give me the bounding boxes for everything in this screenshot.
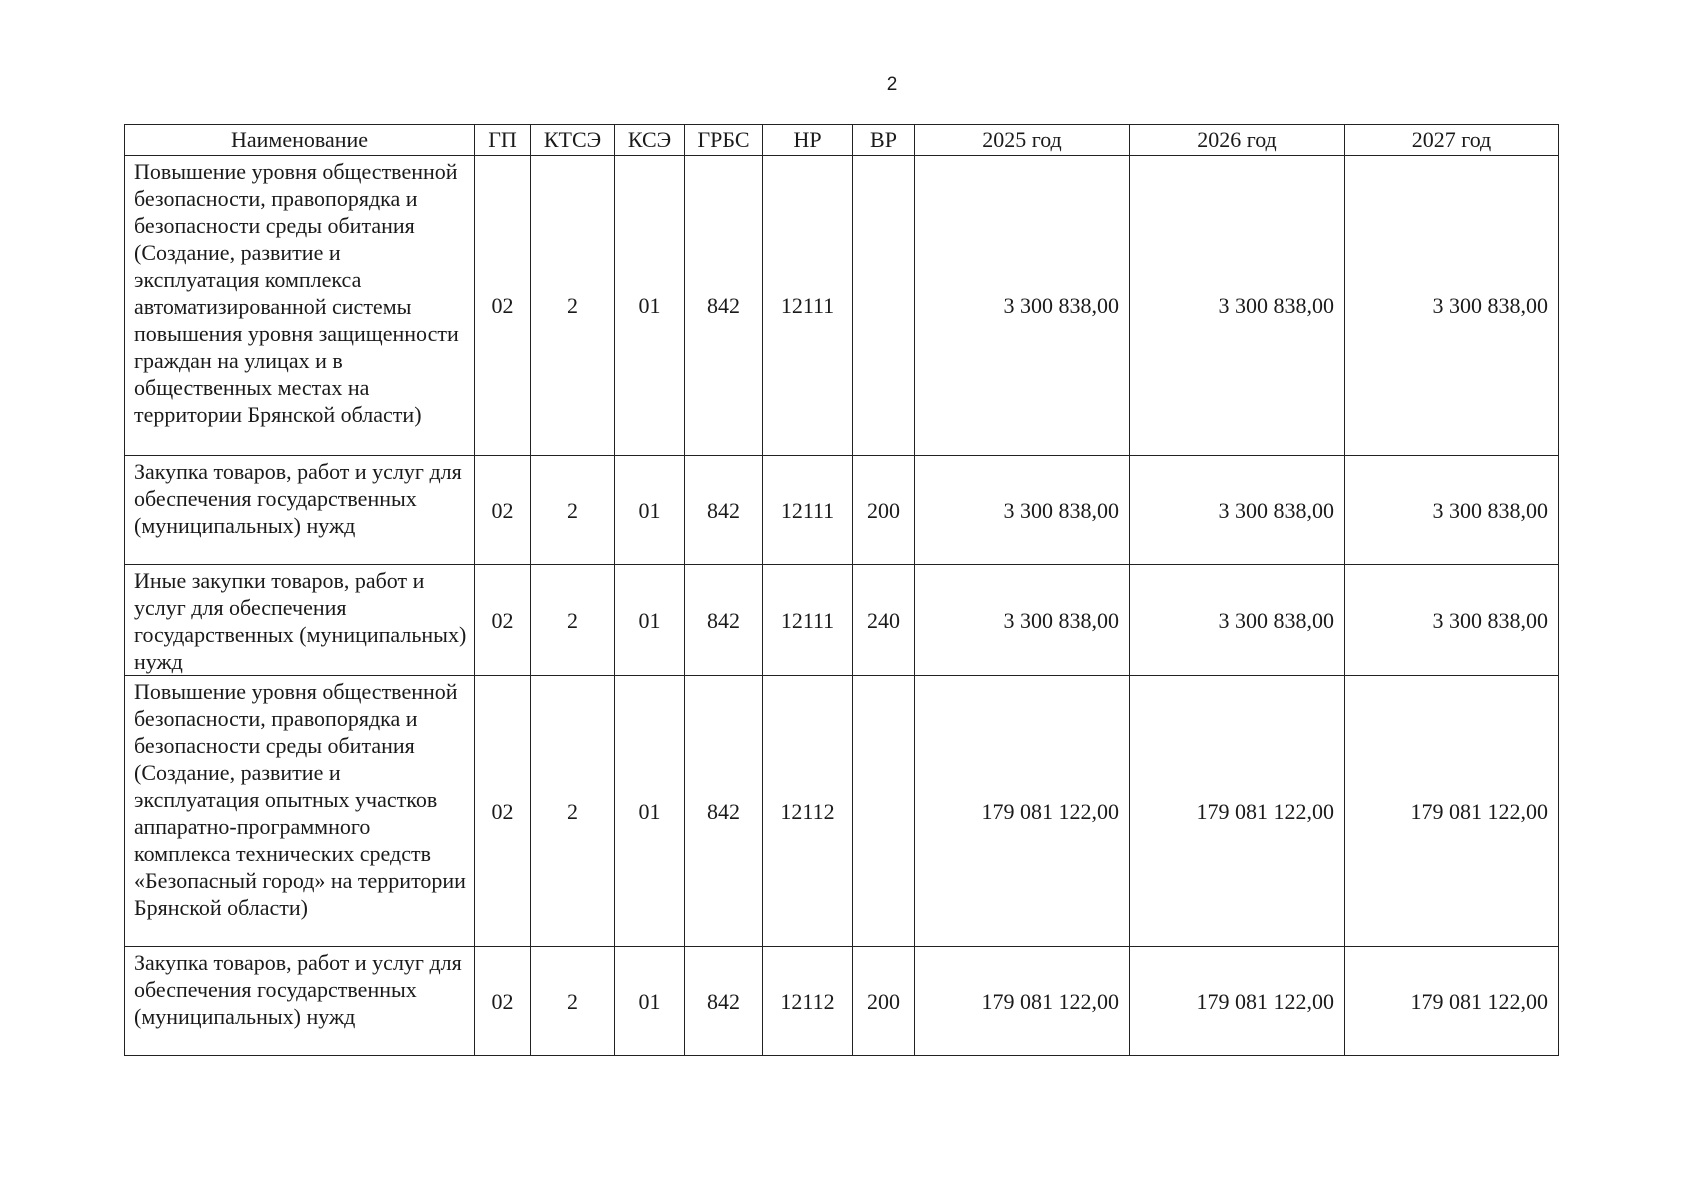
cell-2026: 3 300 838,00 xyxy=(1130,565,1345,676)
cell-grbs: 842 xyxy=(685,156,763,456)
cell-gp: 02 xyxy=(475,565,531,676)
table-row xyxy=(125,565,1559,676)
cell-name: Закупка товаров, работ и услуг для обеспечения государственных (муниципальных) нужд xyxy=(125,947,475,1056)
cell-2025: 179 081 122,00 xyxy=(915,947,1130,1056)
cell-kse: 01 xyxy=(615,156,685,456)
cell-vr: 240 xyxy=(853,565,915,676)
cell-vr xyxy=(853,156,915,456)
cell-vr xyxy=(853,676,915,947)
cell-kse: 01 xyxy=(615,565,685,676)
header-grbs: ГРБС xyxy=(685,125,763,156)
header-vr: ВР xyxy=(853,125,915,156)
cell-grbs: 842 xyxy=(685,565,763,676)
cell-nr: 12112 xyxy=(763,947,853,1056)
cell-2027: 3 300 838,00 xyxy=(1345,156,1559,456)
budget-table xyxy=(124,124,1559,1056)
cell-name: Закупка товаров, работ и услуг для обеспечения государственных (муниципальных) нужд xyxy=(125,456,475,565)
cell-2025: 3 300 838,00 xyxy=(915,565,1130,676)
cell-ktse: 2 xyxy=(531,456,615,565)
cell-2026: 179 081 122,00 xyxy=(1130,676,1345,947)
header-2027: 2027 год xyxy=(1345,125,1559,156)
cell-2025: 3 300 838,00 xyxy=(915,156,1130,456)
header-nr: НР xyxy=(763,125,853,156)
cell-2025: 179 081 122,00 xyxy=(915,676,1130,947)
header-kse: КСЭ xyxy=(615,125,685,156)
cell-2025: 3 300 838,00 xyxy=(915,456,1130,565)
cell-vr: 200 xyxy=(853,947,915,1056)
table-header-row xyxy=(125,125,1559,156)
page-number: 2 xyxy=(886,74,898,95)
cell-kse: 01 xyxy=(615,456,685,565)
table-row xyxy=(125,947,1559,1056)
cell-name: Повышение уровня общественной безопасности, правопорядка и безопасности среды обитания (Создание, развитие и эксплуатация опытных участков аппаратно-программного комплекса технических средств «Безопасный город» на территории Брянской области) xyxy=(125,676,475,947)
cell-gp: 02 xyxy=(475,676,531,947)
cell-ktse: 2 xyxy=(531,565,615,676)
cell-2026: 3 300 838,00 xyxy=(1130,456,1345,565)
header-name: Наименование xyxy=(125,125,475,156)
cell-nr: 12111 xyxy=(763,456,853,565)
cell-gp: 02 xyxy=(475,947,531,1056)
cell-2026: 3 300 838,00 xyxy=(1130,156,1345,456)
cell-grbs: 842 xyxy=(685,947,763,1056)
cell-2027: 179 081 122,00 xyxy=(1345,947,1559,1056)
cell-kse: 01 xyxy=(615,947,685,1056)
table-row xyxy=(125,456,1559,565)
table-row xyxy=(125,676,1559,947)
cell-gp: 02 xyxy=(475,456,531,565)
header-gp: ГП xyxy=(475,125,531,156)
header-ktse: КТСЭ xyxy=(531,125,615,156)
cell-grbs: 842 xyxy=(685,456,763,565)
cell-nr: 12111 xyxy=(763,565,853,676)
cell-gp: 02 xyxy=(475,156,531,456)
header-2025: 2025 год xyxy=(915,125,1130,156)
cell-name: Повышение уровня общественной безопасности, правопорядка и безопасности среды обитания (Создание, развитие и эксплуатация комплекса автоматизированной системы повышения уровня защищенности граждан на улицах и в общественных местах на территории Брянской области) xyxy=(125,156,475,456)
cell-ktse: 2 xyxy=(531,676,615,947)
cell-nr: 12111 xyxy=(763,156,853,456)
cell-2026: 179 081 122,00 xyxy=(1130,947,1345,1056)
cell-grbs: 842 xyxy=(685,676,763,947)
cell-vr: 200 xyxy=(853,456,915,565)
cell-2027: 179 081 122,00 xyxy=(1345,676,1559,947)
table-row xyxy=(125,156,1559,456)
cell-nr: 12112 xyxy=(763,676,853,947)
cell-ktse: 2 xyxy=(531,156,615,456)
cell-kse: 01 xyxy=(615,676,685,947)
cell-name: Иные закупки товаров, работ и услуг для обеспечения государственных (муниципальных) нужд xyxy=(125,565,475,676)
cell-2027: 3 300 838,00 xyxy=(1345,565,1559,676)
header-2026: 2026 год xyxy=(1130,125,1345,156)
cell-ktse: 2 xyxy=(531,947,615,1056)
cell-2027: 3 300 838,00 xyxy=(1345,456,1559,565)
